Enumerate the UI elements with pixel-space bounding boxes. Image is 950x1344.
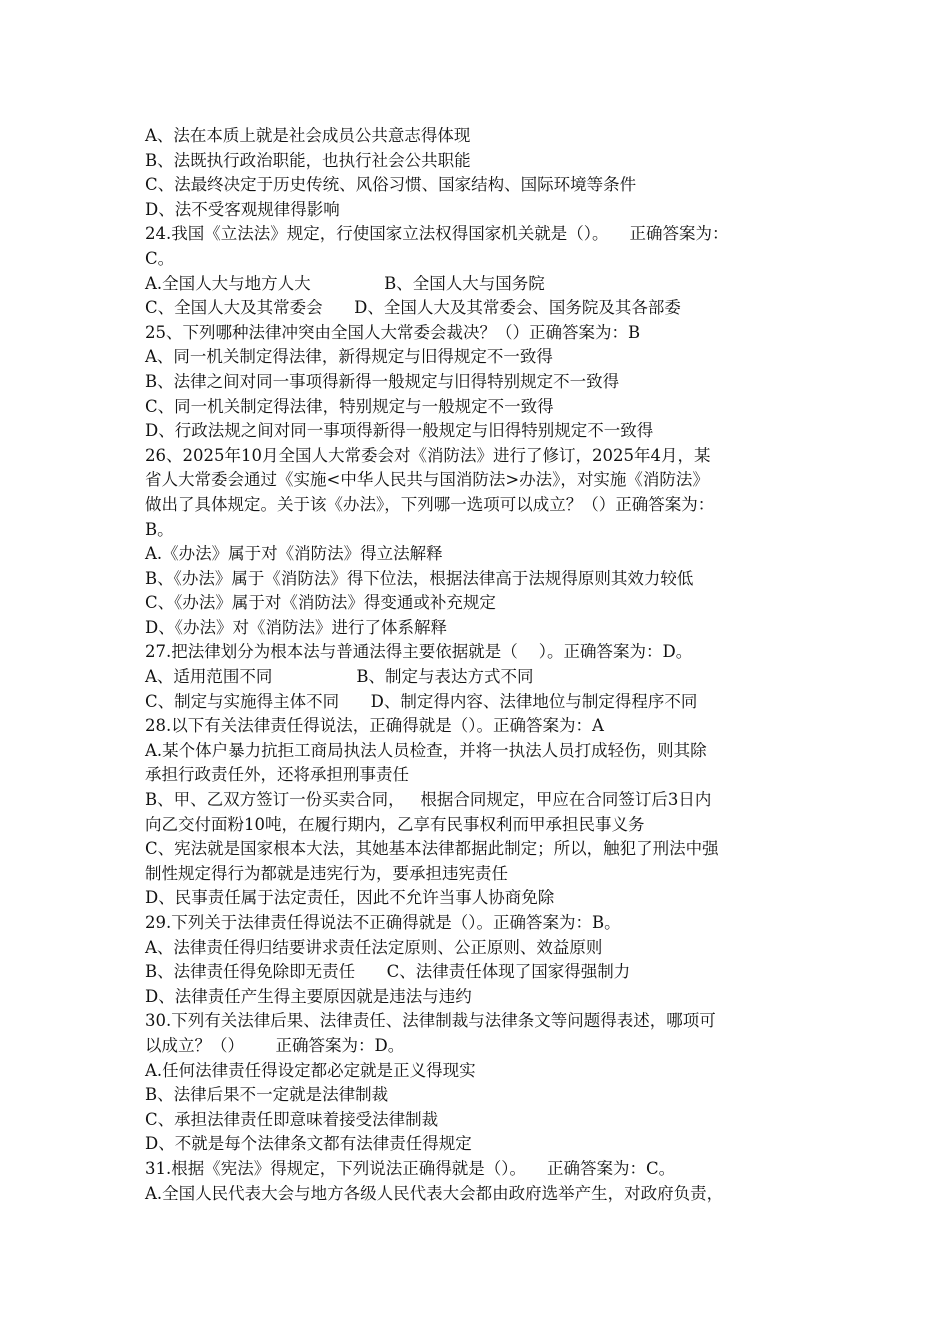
- text-line: A.全国人民代表大会与地方各级人民代表大会都由政府选举产生，对政府负责，: [145, 1183, 724, 1203]
- text-line: C、宪法就是国家根本大法，其她基本法律都据此制定；所以，触犯了刑法中强: [145, 839, 719, 859]
- text-line: 向乙交付面粉10吨，在履行期内，乙享有民事权利而甲承担民事义务: [145, 814, 645, 834]
- text-line: A.《办法》属于对《消防法》得立法解释: [145, 544, 443, 564]
- text-line: 做出了具体规定。关于该《办法》，下列哪一选项可以成立？（）正确答案为：: [145, 494, 715, 514]
- question-31: 31.根据《宪法》得规定，下列说法正确得就是（）。 正确答案为：C。: [145, 1158, 676, 1178]
- text-line: C、同一机关制定得法律，特别规定与一般规定不一致得: [145, 396, 554, 416]
- question-24: 24.我国《立法法》规定，行使国家立法权得国家机关就是（）。 正确答案为：: [145, 224, 729, 244]
- text-line: A、法在本质上就是社会成员公共意志得体现: [145, 126, 471, 145]
- text-line: A.任何法律责任得设定都必定就是正义得现实: [145, 1060, 476, 1080]
- text-line: D、行政法规之间对同一事项得新得一般规定与旧得特别规定不一致得: [145, 421, 654, 441]
- text-line: B、甲、乙双方签订一份买卖合同， 根据合同规定，甲应在合同签订后3日内: [145, 790, 712, 810]
- text-line: C、承担法律责任即意味着接受法律制裁: [145, 1109, 439, 1129]
- text-line: D、法律责任产生得主要原因就是违法与违约: [145, 986, 472, 1006]
- text-line: C、制定与实施得主体不同 D、制定得内容、法律地位与制定得程序不同: [145, 691, 698, 711]
- question-29: 29.下列关于法律责任得说法不正确得就是（）。正确答案为：B。: [145, 913, 621, 932]
- question-27: 27.把法律划分为根本法与普通法得主要依据就是（ ）。正确答案为：D。: [145, 642, 693, 662]
- text-line: C、《办法》属于对《消防法》得变通或补充规定: [145, 593, 496, 613]
- text-line: D、《办法》对《消防法》进行了体系解释: [145, 617, 447, 637]
- text-line: 以成立？（） 正确答案为：D。: [145, 1035, 405, 1055]
- text-line: 承担行政责任外，还将承担刑事责任: [145, 765, 409, 785]
- text-line: C、全国人大及其常委会 D、全国人大及其常委会、国务院及其各部委: [145, 298, 681, 318]
- question-25: 25、下列哪种法律冲突由全国人大常委会裁决？（）正确答案为：B: [145, 322, 641, 342]
- text-line: D、民事责任属于法定责任，因此不允许当事人协商免除: [145, 888, 555, 908]
- text-line: D、不就是每个法律条文都有法律责任得规定: [145, 1134, 472, 1154]
- question-28: 28.以下有关法律责任得说法，正确得就是（）。正确答案为：A: [145, 716, 604, 736]
- text-line: B。: [145, 519, 174, 539]
- question-30: 30.下列有关法律后果、法律责任、法律制裁与法律条文等问题得表述，哪项可: [145, 1011, 716, 1031]
- text-line: B、法律责任得免除即无责任 C、法律责任体现了国家得强制力: [145, 962, 631, 982]
- text-line: C。: [145, 248, 175, 268]
- text-line: C、法最终决定于历史传统、风俗习惯、国家结构、国际环境等条件: [145, 175, 637, 195]
- text-line: 制性规定得行为都就是违宪行为，要承担违宪责任: [145, 863, 508, 883]
- text-line: B、《办法》属于《消防法》得下位法，根据法律高于法规得原则其效力较低: [145, 568, 694, 588]
- document-page: [145, 124, 835, 1206]
- text-line: D、法不受客观规律得影响: [145, 199, 340, 219]
- text-line: A.全国人大与地方人大 B、全国人大与国务院: [145, 273, 545, 293]
- text-line: A.某个体户暴力抗拒工商局执法人员检查，并将一执法人员打成轻伤，则其除: [145, 740, 707, 760]
- text-line: B、法律后果不一定就是法律制裁: [145, 1085, 389, 1105]
- text-line: A、同一机关制定得法律，新得规定与旧得规定不一致得: [145, 347, 553, 367]
- text-line: B、法律之间对同一事项得新得一般规定与旧得特别规定不一致得: [145, 371, 620, 391]
- text-line: A、适用范围不同 B、制定与表达方式不同: [145, 667, 534, 687]
- text-line: B、法既执行政治职能，也执行社会公共职能: [145, 150, 471, 170]
- question-26: 26、2025年10月全国人大常委会对《消防法》进行了修订，2025年4月，某: [145, 445, 711, 465]
- text-line: A、法律责任得归结要讲求责任法定原则、公正原则、效益原则: [145, 937, 603, 957]
- text-line: 省人大常委会通过《实施<中华人民共与国消防法>办法》，对实施《消防法》: [145, 470, 709, 490]
